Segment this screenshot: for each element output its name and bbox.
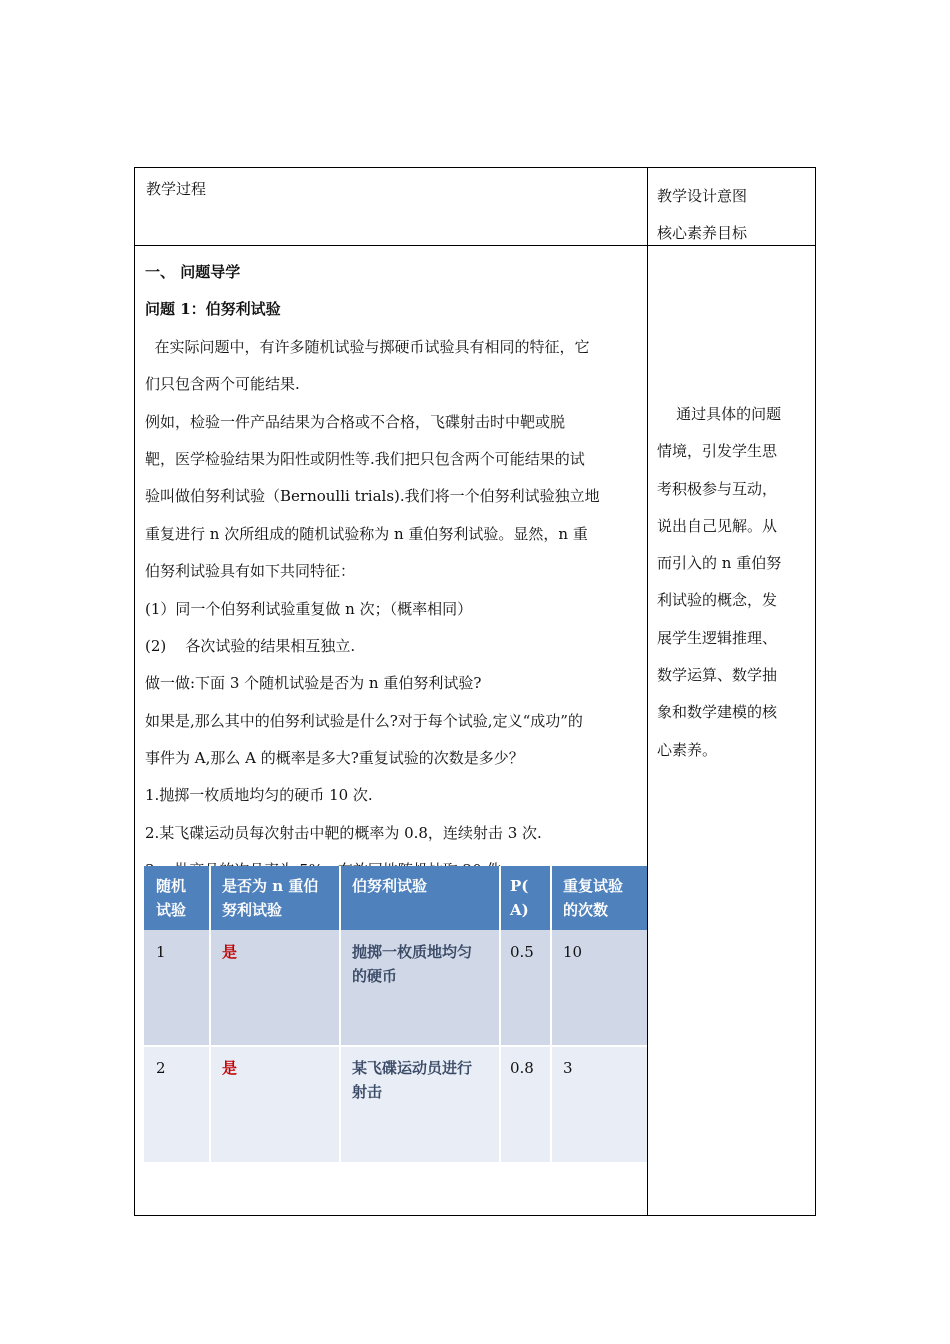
th-repeat-count [551, 866, 647, 930]
cell-row2-id: 2 [156, 1059, 166, 1077]
intent-line: 利试验的概念，发 [657, 591, 778, 610]
table-row-sep [144, 1045, 647, 1047]
content-line: 例如，检验一件产品结果为合格或不合格，飞碟射击时中靶或脱 [145, 412, 566, 431]
th-is-bernoulli-text: 是否为 n 重伯 努利试验 [222, 877, 319, 919]
cell-row1-trial: 抛掷一枚质地均匀 的硬币 [352, 943, 473, 985]
content-line: 1.抛掷一枚质地均匀的硬币 10 次. [145, 786, 373, 805]
content-line: 如果是,那么其中的伯努利试验是什么?对于每个试验,定义“成功”的 [145, 711, 583, 730]
th-trial [144, 866, 210, 930]
content-line: 在实际问题中，有许多随机试验与掷硬币试验具有相同的特征，它 [145, 337, 590, 356]
content-line: 靶，医学检验结果为阳性或阴性等.我们把只包含两个可能结果的试 [145, 449, 585, 468]
content-line: 一、 问题导学 [145, 263, 241, 281]
intent-line: 通过具体的问题 [657, 405, 782, 423]
th-bernoulli-trial-text: 伯努利试验 [352, 877, 428, 895]
th-bernoulli-trial [340, 866, 500, 930]
table-col-sep [550, 866, 552, 1162]
content-line: 伯努利试验具有如下共同特征： [145, 562, 356, 581]
intent-line: 情境，引发学生思 [657, 442, 778, 461]
content-line: 验叫做伯努利试验（Bernoulli trials).我们将一个伯努利试验独立地 [145, 487, 600, 506]
th-trial-text: 随机 试验 [156, 877, 187, 919]
header-design-intent-line1: 教学设计意图 [657, 187, 748, 205]
content-line: 问题 1：伯努利试验 [145, 300, 281, 319]
content-line: (1）同一个伯努利试验重复做 n 次；（概率相同） [145, 599, 473, 618]
intent-line: 数学运算、数学抽 [657, 666, 778, 685]
header-teaching-process: 教学过程 [146, 180, 207, 198]
th-probability-text: P( A) [510, 877, 529, 919]
intent-line: 心素养。 [657, 740, 718, 759]
cell-row1-p: 0.5 [510, 943, 534, 961]
intent-line: 说出自己见解。从 [657, 516, 778, 535]
intent-line: 展学生逻辑推理、 [657, 628, 778, 647]
teaching-content [145, 254, 641, 890]
content-line: 做一做:下面 3 个随机试验是否为 n 重伯努利试验? [145, 674, 482, 693]
cell-row1-id: 1 [156, 943, 166, 961]
cell-row1-is-bernoulli: 是 [222, 943, 238, 961]
table-col-sep [499, 866, 501, 1162]
cell-row2-is-bernoulli: 是 [222, 1059, 238, 1077]
cell-row2-p: 0.8 [510, 1059, 534, 1077]
intent-line: 象和数学建模的核 [657, 703, 778, 722]
cell-row2-trial: 某飞碟运动员进行 射击 [352, 1059, 473, 1101]
table-col-sep [209, 866, 211, 1162]
intent-line: 考积极参与互动， [657, 479, 778, 498]
th-repeat-count-text: 重复试验 的次数 [563, 877, 624, 919]
content-line: 事件为 A,那么 A 的概率是多大?重复试验的次数是多少？ [145, 749, 524, 768]
cell-row2-count: 3 [563, 1059, 573, 1077]
intent-line: 而引入的 n 重伯努 [657, 554, 782, 573]
cell-row1-count: 10 [563, 943, 583, 961]
bernoulli-table [144, 866, 647, 1162]
content-line: 2.某飞碟运动员每次射击中靶的概率为 0.8，连续射击 3 次. [145, 823, 542, 842]
content-line: 重复进行 n 次所组成的随机试验称为 n 重伯努利试验。显然，n 重 [145, 524, 588, 543]
content-line: 们只包含两个可能结果. [145, 375, 300, 394]
column-divider [647, 168, 648, 1215]
th-probability [500, 866, 551, 930]
content-line: (2) 各次试验的结果相互独立. [145, 636, 356, 655]
design-intent-content [657, 396, 807, 769]
lesson-table [134, 167, 816, 1216]
header-design-intent [657, 178, 747, 252]
th-is-bernoulli [210, 866, 340, 930]
table-col-sep [339, 866, 341, 1162]
header-design-intent-line2: 核心素养目标 [657, 224, 748, 242]
